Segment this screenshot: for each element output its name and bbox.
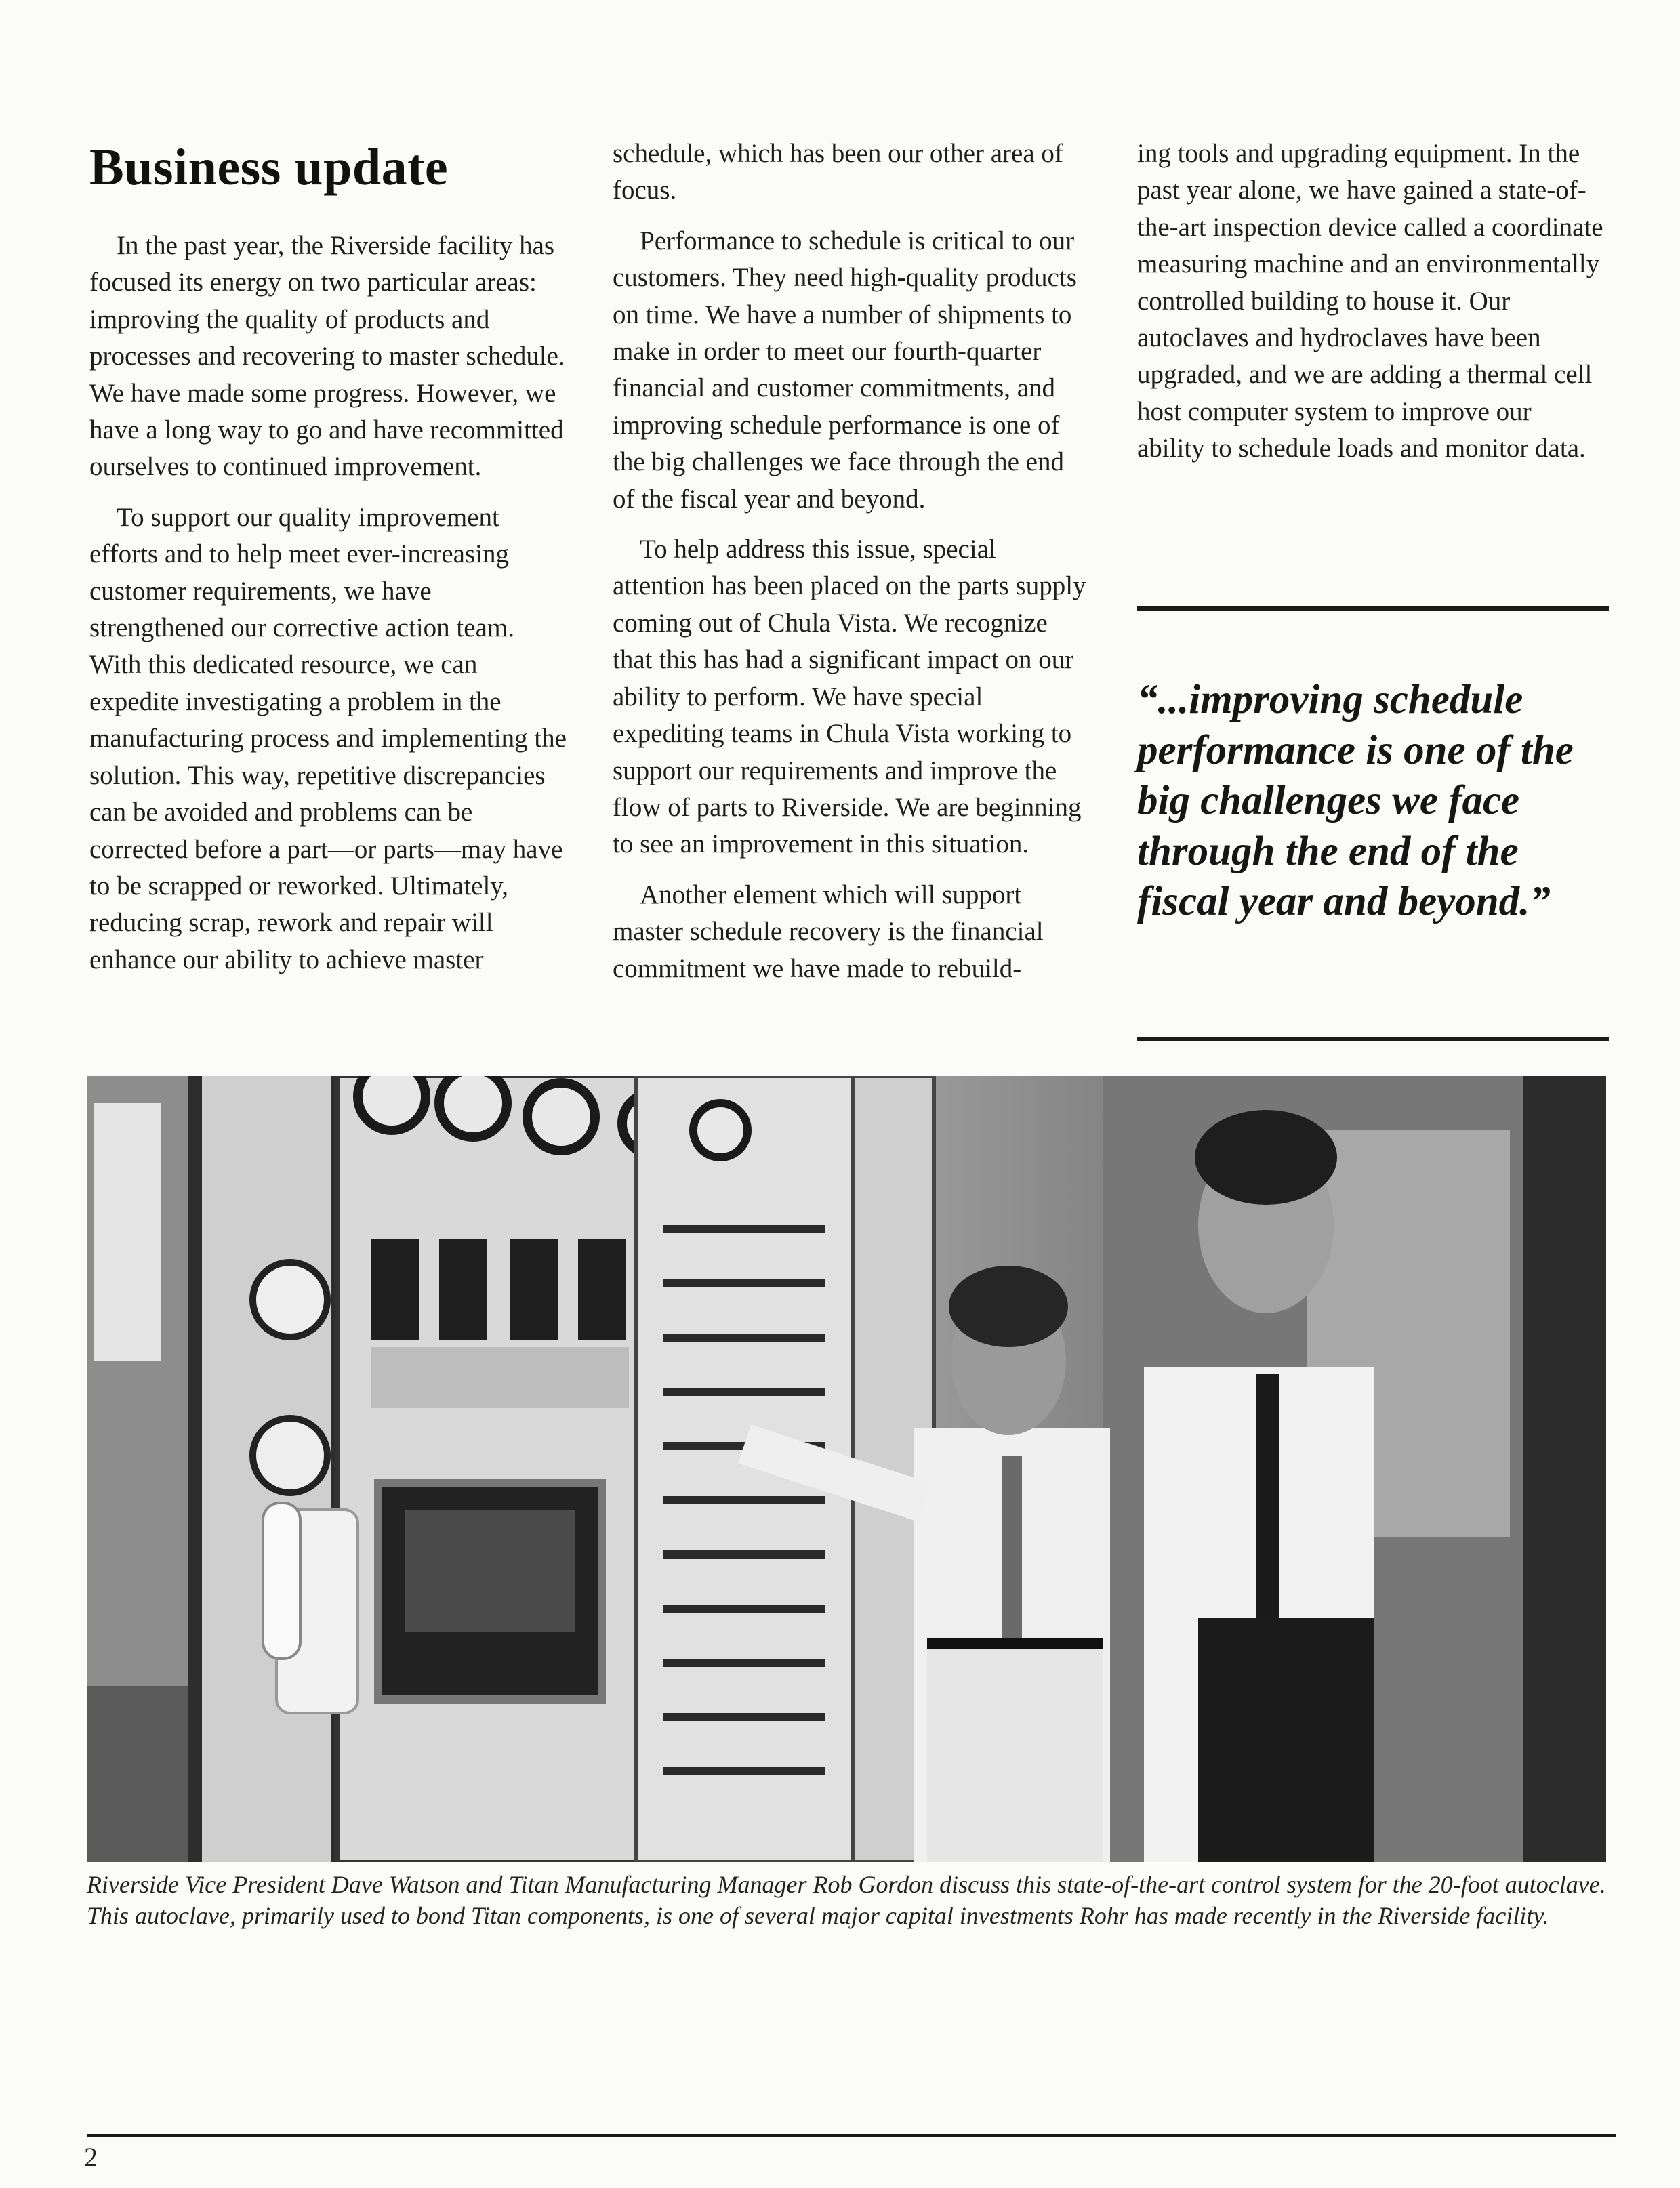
pull-quote: “...improving schedule performance is one of the big challenges we face through the end of the fiscal year and beyond.” <box>1137 677 1574 924</box>
paragraph: Performance to schedule is critical to our customers. They need high-quality products on time. We have a number of shipments to make in order to meet our fourth-quarter financial and customer commitments, and improving schedule performance is one of the big challenges we face through the end of the fiscal year and beyond. <box>613 226 1077 514</box>
article-column-1 <box>89 228 568 992</box>
pull-quote-top-rule <box>1137 606 1609 611</box>
paragraph: To support our quality improvement efforts and to help meet ever-increasing customer requirements, we have strengthened our corrective action team. With this dedicated resource, we can expedite investigating a problem in the manufacturing process and implementing the solution. This way, repetitive discrepancies can be avoided and problems can be corrected before a part—or parts—may have to be scrapped or reworked. Ultimately, reducing scrap, rework and repair will enhance our ability to achieve master <box>89 502 567 974</box>
pull-quote-bottom-rule <box>1137 1037 1609 1041</box>
footer-rule <box>87 2134 1616 2137</box>
article-column-3 <box>1137 136 1605 481</box>
article-headline: Business update <box>89 139 449 196</box>
paragraph: Another element which will support master schedule recovery is the financial commitment we have made to rebuild- <box>613 880 1044 983</box>
photo-caption: Riverside Vice President Dave Watson and Titan Manufacturing Manager Rob Gordon discuss this state-of-the-art control system for the 20-foot autoclave. This autoclave, primarily used to bond Titan components, is one of several major capital investments Rohr has made recently in the Riverside facility. <box>87 1871 1606 1929</box>
paragraph: To help address this issue, special attention has been placed on the parts supply coming out of Chula Vista. We recognize that this has had a significant impact on our ability to perform. We have special expediting teams in Chula Vista working to support our requirements and improve the flow of parts to Riverside. We are beginning to see an improvement in this situation. <box>613 535 1086 859</box>
paragraph: In the past year, the Riverside facility has focused its energy on two particular areas: improving the quality of products and processes and recovering to master schedule. We have made some progress. However, we have a long way to go and have recommitted ourselves to continued improvement. <box>89 231 565 482</box>
paragraph: schedule, which has been our other area of focus. <box>613 139 1063 205</box>
paragraph: ing tools and upgrading equipment. In the past year alone, we have gained a state-of-the-art inspection device called a coordinate measuring machine and an environmentally controlled building to house it. Our autoclaves and hydroclaves have been upgraded, and we are adding a thermal cell host computer system to improve our ability to schedule loads and monitor data. <box>1137 139 1603 463</box>
article-column-2 <box>613 136 1087 1001</box>
photo-control-room <box>87 1076 1606 1862</box>
page-number: 2 <box>84 2142 98 2172</box>
